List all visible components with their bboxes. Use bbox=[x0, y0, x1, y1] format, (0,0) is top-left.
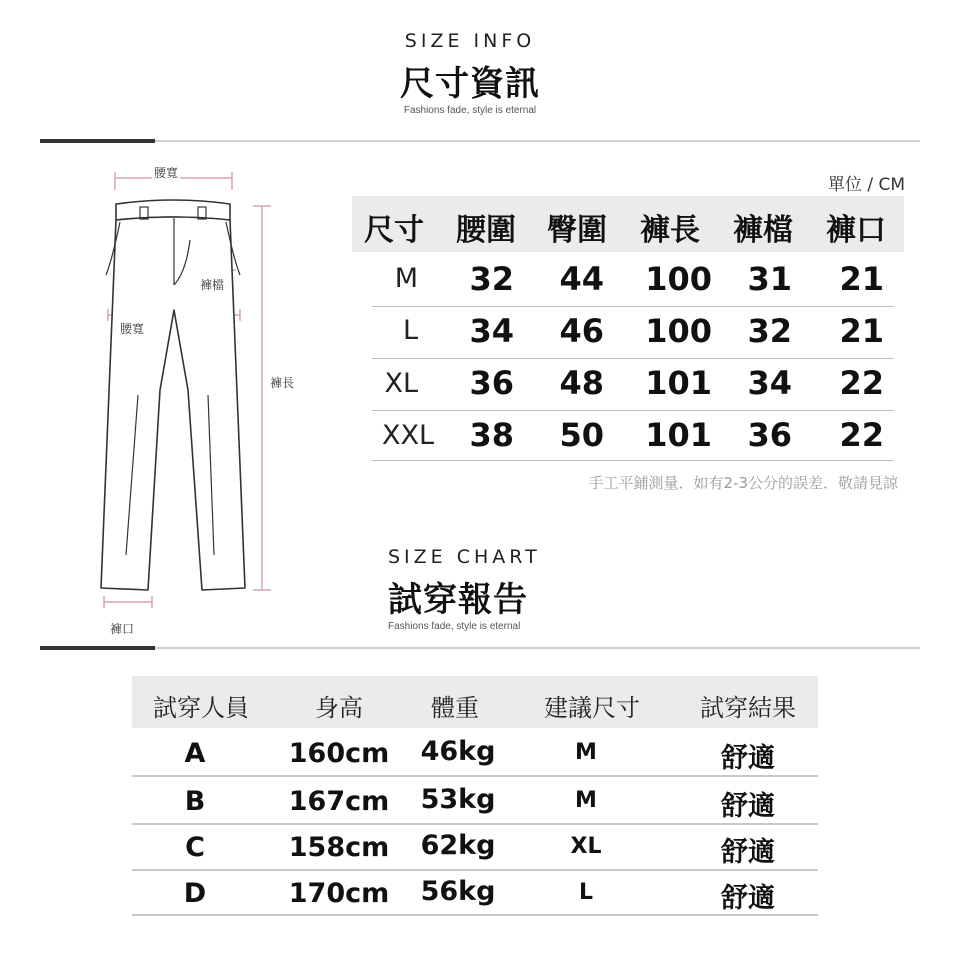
length-label: 褲長 bbox=[270, 376, 295, 390]
size-cell: 22 bbox=[839, 364, 884, 402]
fit-header-weight: 體重 bbox=[431, 694, 479, 722]
fit-row-divider bbox=[132, 869, 818, 871]
size-row-divider bbox=[372, 306, 894, 307]
section-divider-dark bbox=[40, 646, 155, 650]
fit-header-height: 身高 bbox=[315, 694, 363, 722]
size-cell: 38 bbox=[469, 416, 514, 454]
size-cell: 44 bbox=[559, 260, 604, 298]
fit-weight: 56kg bbox=[420, 876, 496, 907]
size-chart-title-en: SIZE CHART bbox=[388, 546, 541, 568]
size-row-label: XL bbox=[384, 368, 418, 399]
size-table-header bbox=[352, 196, 904, 252]
fit-size: M bbox=[575, 788, 597, 813]
fit-height: 160cm bbox=[288, 738, 390, 769]
size-cell: 48 bbox=[559, 364, 604, 402]
fit-size: L bbox=[578, 880, 594, 905]
size-cell: 50 bbox=[559, 416, 604, 454]
size-cell: 101 bbox=[645, 364, 712, 402]
size-cell: 100 bbox=[645, 312, 712, 350]
size-cell: 36 bbox=[469, 364, 514, 402]
fit-header-result: 試穿結果 bbox=[700, 694, 796, 722]
size-row-divider bbox=[372, 358, 894, 359]
fit-row-divider bbox=[132, 823, 818, 825]
size-cell: 31 bbox=[747, 260, 792, 298]
size-cell: 46 bbox=[559, 312, 604, 350]
fit-weight: 62kg bbox=[420, 830, 496, 861]
size-cell: 21 bbox=[839, 312, 884, 350]
fit-person: C bbox=[185, 832, 205, 863]
size-cell: 100 bbox=[645, 260, 712, 298]
section-divider-dark bbox=[40, 139, 155, 143]
size-info-title-en: SIZE INFO bbox=[404, 30, 536, 52]
size-cell: 32 bbox=[469, 260, 514, 298]
size-cell: 36 bbox=[747, 416, 792, 454]
fit-height: 170cm bbox=[288, 878, 390, 909]
fit-person: D bbox=[183, 878, 207, 909]
fit-size: M bbox=[575, 740, 597, 765]
fit-row-divider bbox=[132, 775, 818, 777]
size-header-size: 尺寸 bbox=[364, 213, 424, 248]
size-info-title-zh: 尺寸資訊 bbox=[400, 64, 540, 104]
size-row-divider bbox=[372, 410, 894, 411]
pants-outline-svg bbox=[90, 160, 320, 640]
hem-label: 褲口 bbox=[110, 622, 135, 636]
fit-result: 舒適 bbox=[721, 791, 775, 822]
hip-width-label: 腰寬 bbox=[120, 322, 145, 336]
fit-header-size: 建議尺寸 bbox=[544, 694, 640, 722]
fit-result: 舒適 bbox=[721, 837, 775, 868]
size-cell: 101 bbox=[645, 416, 712, 454]
size-cell: 22 bbox=[839, 416, 884, 454]
size-header-waist: 腰圍 bbox=[456, 213, 516, 248]
fit-size: XL bbox=[570, 834, 602, 859]
fit-person: A bbox=[184, 738, 206, 769]
size-info-tagline: Fashions fade, style is eternal bbox=[403, 105, 537, 116]
unit-label: 單位 / CM bbox=[827, 175, 905, 195]
size-cell: 32 bbox=[747, 312, 792, 350]
size-header-length: 褲長 bbox=[640, 213, 700, 248]
size-row-label: M bbox=[394, 263, 418, 294]
measurement-note: 手工平鋪測量．如有2-3公分的誤差．敬請見諒 bbox=[588, 474, 898, 492]
size-row-label: L bbox=[402, 315, 418, 346]
size-row-label: XXL bbox=[381, 420, 434, 451]
size-row-divider bbox=[372, 460, 894, 461]
size-chart-tagline: Fashions fade, style is eternal bbox=[388, 621, 521, 632]
fit-result: 舒適 bbox=[721, 743, 775, 774]
section-divider-light bbox=[155, 140, 920, 142]
size-header-hip: 臀圍 bbox=[547, 213, 607, 248]
size-cell: 34 bbox=[747, 364, 792, 402]
fit-header-person: 試穿人員 bbox=[153, 694, 249, 722]
size-cell: 34 bbox=[469, 312, 514, 350]
fit-height: 158cm bbox=[288, 832, 390, 863]
section-divider-light bbox=[155, 647, 920, 649]
fit-height: 167cm bbox=[288, 786, 390, 817]
fit-row-divider bbox=[132, 914, 818, 916]
fit-weight: 46kg bbox=[420, 736, 496, 767]
size-header-crotch: 褲檔 bbox=[733, 213, 793, 248]
pants-diagram bbox=[90, 160, 320, 640]
fit-weight: 53kg bbox=[420, 784, 496, 815]
fit-result: 舒適 bbox=[721, 883, 775, 914]
fit-person: B bbox=[184, 786, 206, 817]
size-chart-title-zh: 試穿報告 bbox=[388, 580, 528, 620]
waist-width-label: 腰寬 bbox=[154, 166, 179, 180]
crotch-label: 褲檔 bbox=[200, 278, 225, 292]
size-header-hem: 褲口 bbox=[826, 213, 886, 248]
size-cell: 21 bbox=[839, 260, 884, 298]
